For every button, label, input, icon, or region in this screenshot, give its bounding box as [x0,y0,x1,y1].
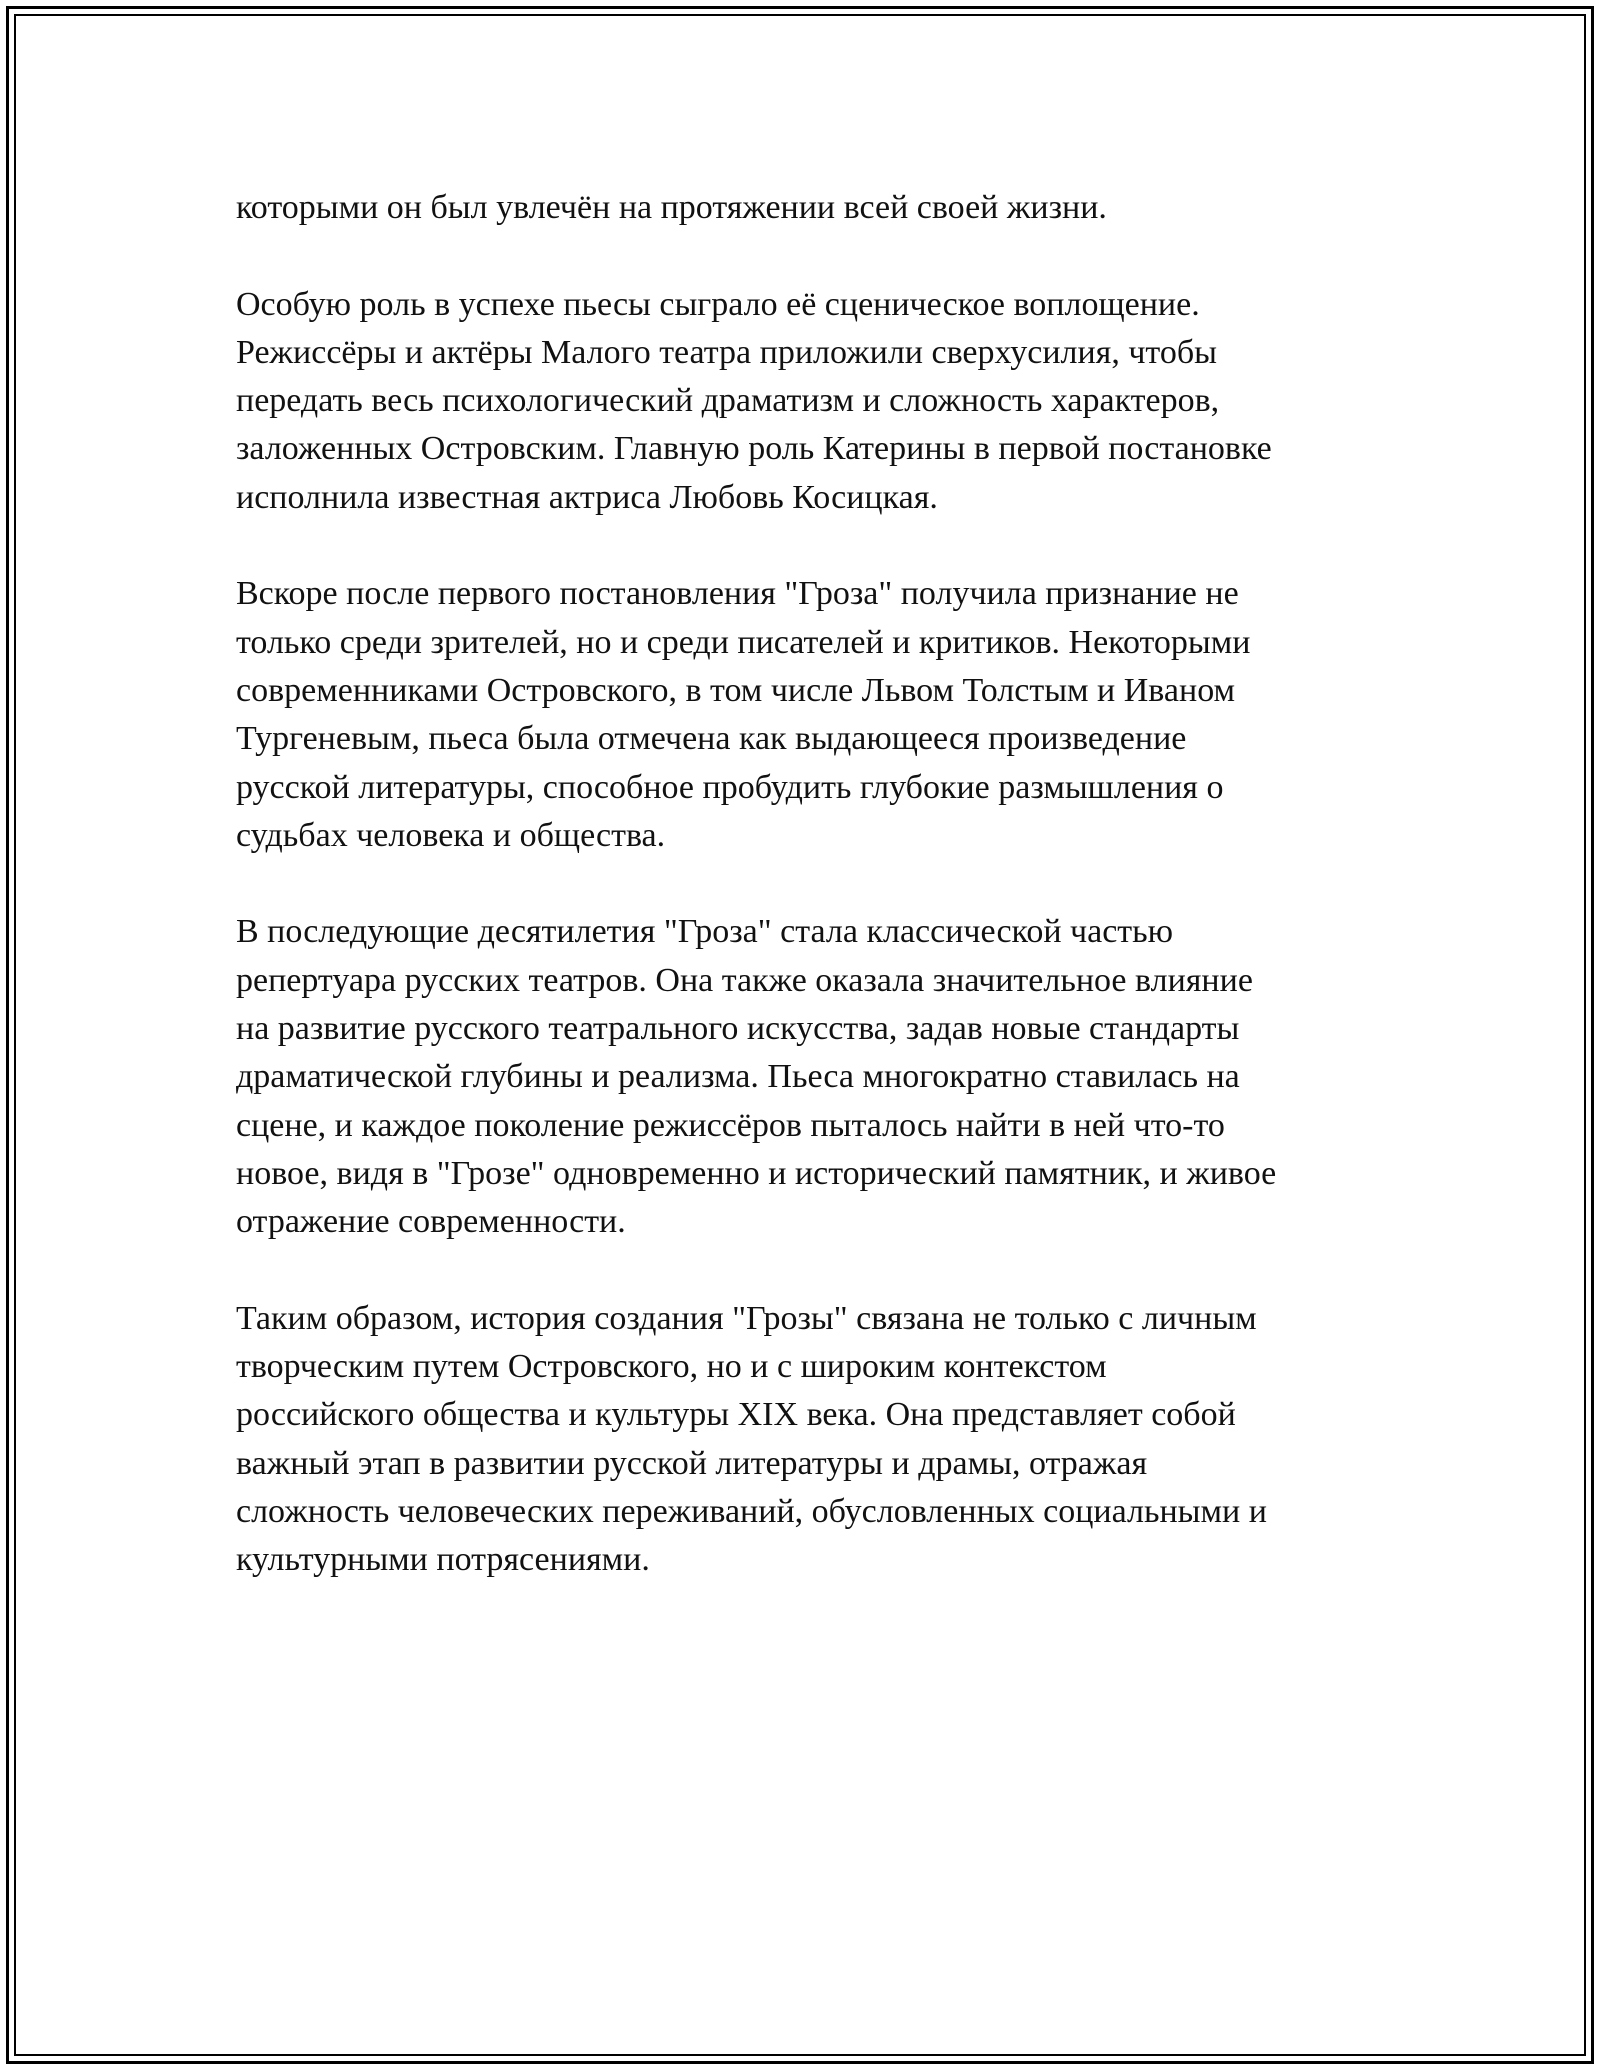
text-line: культурными потрясениями. [236,1541,650,1579]
text-line: Особую роль в успехе пьесы сыграло её сценическое воплощение. [236,285,1200,323]
text-line: только среди зрителей, но и среди писателей и критиков. Некоторыми [236,623,1251,661]
paragraph-4 [236,908,1366,1246]
text-line: сложность человеческих переживаний, обусловленных социальными и [236,1493,1267,1531]
text-line: репертуара русских театров. Она также оказала значительное влияние [236,961,1253,999]
text-line: важный этап в развитии русской литературы и драмы, отражая [236,1444,1148,1482]
paragraph-5 [236,1295,1366,1585]
text-line: драматической глубины и реализма. Пьеса многократно ставилась на [236,1058,1240,1096]
text-line: которыми он был увлечён на протяжении всей своей жизни. [236,189,1107,226]
paragraph-2 [236,281,1366,522]
text-line: творческим путем Островского, но и с широким контекстом [236,1348,1107,1386]
text-line: заложенных Островским. Главную роль Катерины в первой постановке [236,430,1272,468]
text-line: сцене, и каждое поколение режиссёров пыталось найти в ней что-то [236,1106,1225,1144]
text-line: российского общества и культуры XIX века. Она представляет собой [236,1396,1236,1434]
paragraph-3 [236,570,1366,860]
text-line: исполнила известная актриса Любовь Косицкая. [236,478,938,516]
text-line: на развитие русского театрального искусства, задав новые стандарты [236,1010,1240,1048]
text-line: новое, видя в "Грозе" одновременно и исторический памятник, и живое [236,1154,1277,1192]
text-line: передать весь психологический драматизм и сложность характеров, [236,382,1220,420]
text-line: современниками Островского, в том числе Львом Толстым и Иваном [236,671,1236,709]
text-line: В последующие десятилетия "Гроза" стала классической частью [236,913,1174,951]
text-line: Вскоре после первого постановления "Гроза" получила признание не [236,575,1239,613]
text-line: отражение современности. [236,1203,626,1241]
text-line: Тургеневым, пьеса была отмечена как выдающееся произведение [236,720,1187,758]
text-line: Таким образом, история создания "Грозы" связана не только с личным [236,1299,1257,1337]
document-body [236,184,1366,1633]
paragraph-1 [236,184,1366,232]
text-line: судьбах человека и общества. [236,816,666,854]
text-line: русской литературы, способное пробудить глубокие размышления о [236,768,1224,806]
text-line: Режиссёры и актёры Малого театра приложили сверхусилия, чтобы [236,333,1217,371]
